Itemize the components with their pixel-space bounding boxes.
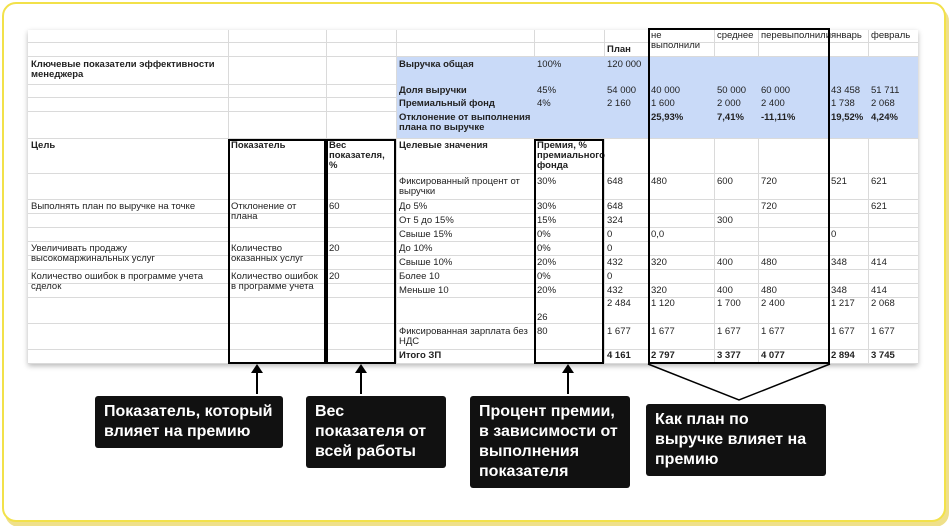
target-row-5: Свыше 10% xyxy=(399,257,453,268)
target-row-5-v2: 400 xyxy=(717,257,733,268)
share-label: Доля выручки xyxy=(399,85,467,96)
subtotal-v5: 2 068 xyxy=(871,298,895,309)
target-row-5-v4: 348 xyxy=(831,257,847,268)
bonus-fund-v1: 1 600 xyxy=(651,98,675,109)
deviation-v4: 19,52% xyxy=(831,112,864,123)
target-row-2-plan: 324 xyxy=(607,215,623,226)
target-row-1-plan: 648 xyxy=(607,201,623,212)
share-v4: 43 458 xyxy=(831,85,861,96)
arrow-bonus-line xyxy=(567,372,569,394)
target-row-5-v5: 414 xyxy=(871,257,887,268)
bonus-fund-v4: 1 738 xyxy=(831,98,855,109)
revenue-plan: 120 000 xyxy=(607,59,642,70)
target-row-7-v2: 400 xyxy=(717,285,733,296)
target-row-6: Более 10 xyxy=(399,271,440,282)
fixed-percent-plan: 648 xyxy=(607,176,623,187)
target-row-7-v1: 320 xyxy=(651,285,667,296)
deviation-v2: 7,41% xyxy=(717,112,744,123)
target-row-6-plan: 0 xyxy=(607,271,613,282)
target-row-4-plan: 0 xyxy=(607,243,613,254)
fixed-percent-bonus: 30% xyxy=(537,176,557,187)
target-row-2: От 5 до 15% xyxy=(399,215,454,226)
subtotal-plan: 2 484 xyxy=(607,298,631,309)
subtotal-v4: 1 217 xyxy=(831,298,855,309)
subtotal-v2: 1 700 xyxy=(717,298,741,309)
subtotal-v3: 2 400 xyxy=(761,298,785,309)
share-v1: 40 000 xyxy=(651,85,681,96)
deviation-label: Отклонение от выполнения плана по выручке xyxy=(399,112,531,133)
target-row-5-plan: 432 xyxy=(607,257,623,268)
target-row-7-v4: 348 xyxy=(831,285,847,296)
salary-v4: 1 677 xyxy=(831,326,855,337)
bonus-fund-percent: 4% xyxy=(537,98,551,109)
share-plan: 54 000 xyxy=(607,85,637,96)
annotation-weight: Вес показателя от всей работы xyxy=(306,396,446,468)
spreadsheet xyxy=(28,30,918,364)
indicator-3: Количество ошибок в программе учета xyxy=(231,271,318,292)
target-row-3-bonus: 0% xyxy=(537,229,551,240)
salary-label: Фиксированная зарплата без НДС xyxy=(399,326,528,347)
salary-v3: 1 677 xyxy=(761,326,785,337)
header-goal: Цель xyxy=(31,140,56,151)
salary-v1: 1 677 xyxy=(651,326,675,337)
target-row-7: Меньше 10 xyxy=(399,285,449,296)
indicator-1: Отклонение от плана xyxy=(231,201,297,222)
revenue-label: Выручка общая xyxy=(399,59,474,70)
target-row-5-bonus: 20% xyxy=(537,257,557,268)
total-v4: 2 894 xyxy=(831,350,855,361)
weight-1: 60 xyxy=(329,201,340,212)
header-weight: Вес показателя, % xyxy=(329,140,385,171)
total-v1: 2 797 xyxy=(651,350,675,361)
salary-bonus: 80 xyxy=(537,326,548,337)
target-row-7-v3: 480 xyxy=(761,285,777,296)
salary-v5: 1 677 xyxy=(871,326,895,337)
total-v2: 3 377 xyxy=(717,350,741,361)
share-v2: 50 000 xyxy=(717,85,747,96)
bonus-fund-label: Премиальный фонд xyxy=(399,98,495,109)
fixed-percent-v2: 600 xyxy=(717,176,733,187)
goal-2: Увеличивать продажу высокомаржинальных услуг xyxy=(31,243,155,264)
fixed-percent-label: Фиксированный процент от выручки xyxy=(399,176,520,197)
target-row-7-bonus: 20% xyxy=(537,285,557,296)
annotation-revenue-plan: Как план по выручке влияет на премию xyxy=(646,404,826,476)
header-exceeded: перевыполнили xyxy=(761,30,832,41)
arrow-indicator-line xyxy=(256,372,258,394)
target-row-3-plan: 0 xyxy=(607,229,613,240)
target-row-5-v1: 320 xyxy=(651,257,667,268)
sheet-title: Ключевые показатели эффективности менеджера xyxy=(31,59,215,80)
weight-2: 20 xyxy=(329,243,340,254)
fixed-percent-v5: 621 xyxy=(871,176,887,187)
target-row-7-plan: 432 xyxy=(607,285,623,296)
share-percent: 45% xyxy=(537,85,557,96)
target-row-1-v5: 621 xyxy=(871,201,887,212)
header-february: февраль xyxy=(871,30,911,41)
bonus-fund-plan: 2 160 xyxy=(607,98,631,109)
weight-3: 20 xyxy=(329,271,340,282)
bonus-fund-v2: 2 000 xyxy=(717,98,741,109)
annotation-indicator: Показатель, который влияет на премию xyxy=(95,396,283,448)
target-row-1-bonus: 30% xyxy=(537,201,557,212)
target-row-3: Свыше 15% xyxy=(399,229,453,240)
target-row-5-v3: 480 xyxy=(761,257,777,268)
salary-v2: 1 677 xyxy=(717,326,741,337)
total-v3: 4 077 xyxy=(761,350,785,361)
target-row-4: До 10% xyxy=(399,243,433,254)
plan-header: План xyxy=(607,44,631,55)
deviation-v5: 4,24% xyxy=(871,112,898,123)
target-row-3-v1: 0,0 xyxy=(651,229,665,240)
header-targets: Целевые значения xyxy=(399,140,488,151)
bonus-fund-v5: 2 068 xyxy=(871,98,895,109)
salary-plan: 1 677 xyxy=(607,326,631,337)
fixed-percent-v1: 480 xyxy=(651,176,667,187)
extra-bonus: 26 xyxy=(537,312,548,323)
target-row-4-bonus: 0% xyxy=(537,243,551,254)
share-v3: 60 000 xyxy=(761,85,791,96)
goal-3: Количество ошибок в программе учета сделок xyxy=(31,271,203,292)
total-label: Итого ЗП xyxy=(399,350,442,361)
total-v5: 3 745 xyxy=(871,350,895,361)
annotation-bonus: Процент премии, в зависимости от выполнения показателя xyxy=(470,396,630,488)
subtotal-v1: 1 120 xyxy=(651,298,675,309)
total-plan: 4 161 xyxy=(607,350,631,361)
target-row-6-bonus: 0% xyxy=(537,271,551,282)
goal-1: Выполнять план по выручке на точке xyxy=(31,201,196,212)
deviation-v3: -11,11% xyxy=(761,112,796,123)
target-row-3-v4: 0 xyxy=(831,229,837,240)
header-indicator: Показатель xyxy=(231,140,286,151)
header-not-met: не выполнили xyxy=(651,30,701,51)
revenue-bracket xyxy=(646,362,832,404)
fixed-percent-v3: 720 xyxy=(761,176,777,187)
header-average: среднее xyxy=(717,30,754,41)
target-row-2-bonus: 15% xyxy=(537,215,557,226)
arrow-weight-line xyxy=(360,372,362,394)
target-row-7-v5: 414 xyxy=(871,285,887,296)
share-v5: 51 711 xyxy=(871,85,900,96)
target-row-2-v2: 300 xyxy=(717,215,733,226)
fixed-percent-v4: 521 xyxy=(831,176,847,187)
header-bonus: Премия, % премиального фонда xyxy=(537,140,605,171)
indicator-2: Количество оказанных услуг xyxy=(231,243,304,264)
revenue-percent: 100% xyxy=(537,59,562,70)
bonus-fund-v3: 2 400 xyxy=(761,98,785,109)
deviation-v1: 25,93% xyxy=(651,112,684,123)
target-row-1-v3: 720 xyxy=(761,201,777,212)
header-january: январь xyxy=(831,30,862,41)
target-row-1: До 5% xyxy=(399,201,428,212)
